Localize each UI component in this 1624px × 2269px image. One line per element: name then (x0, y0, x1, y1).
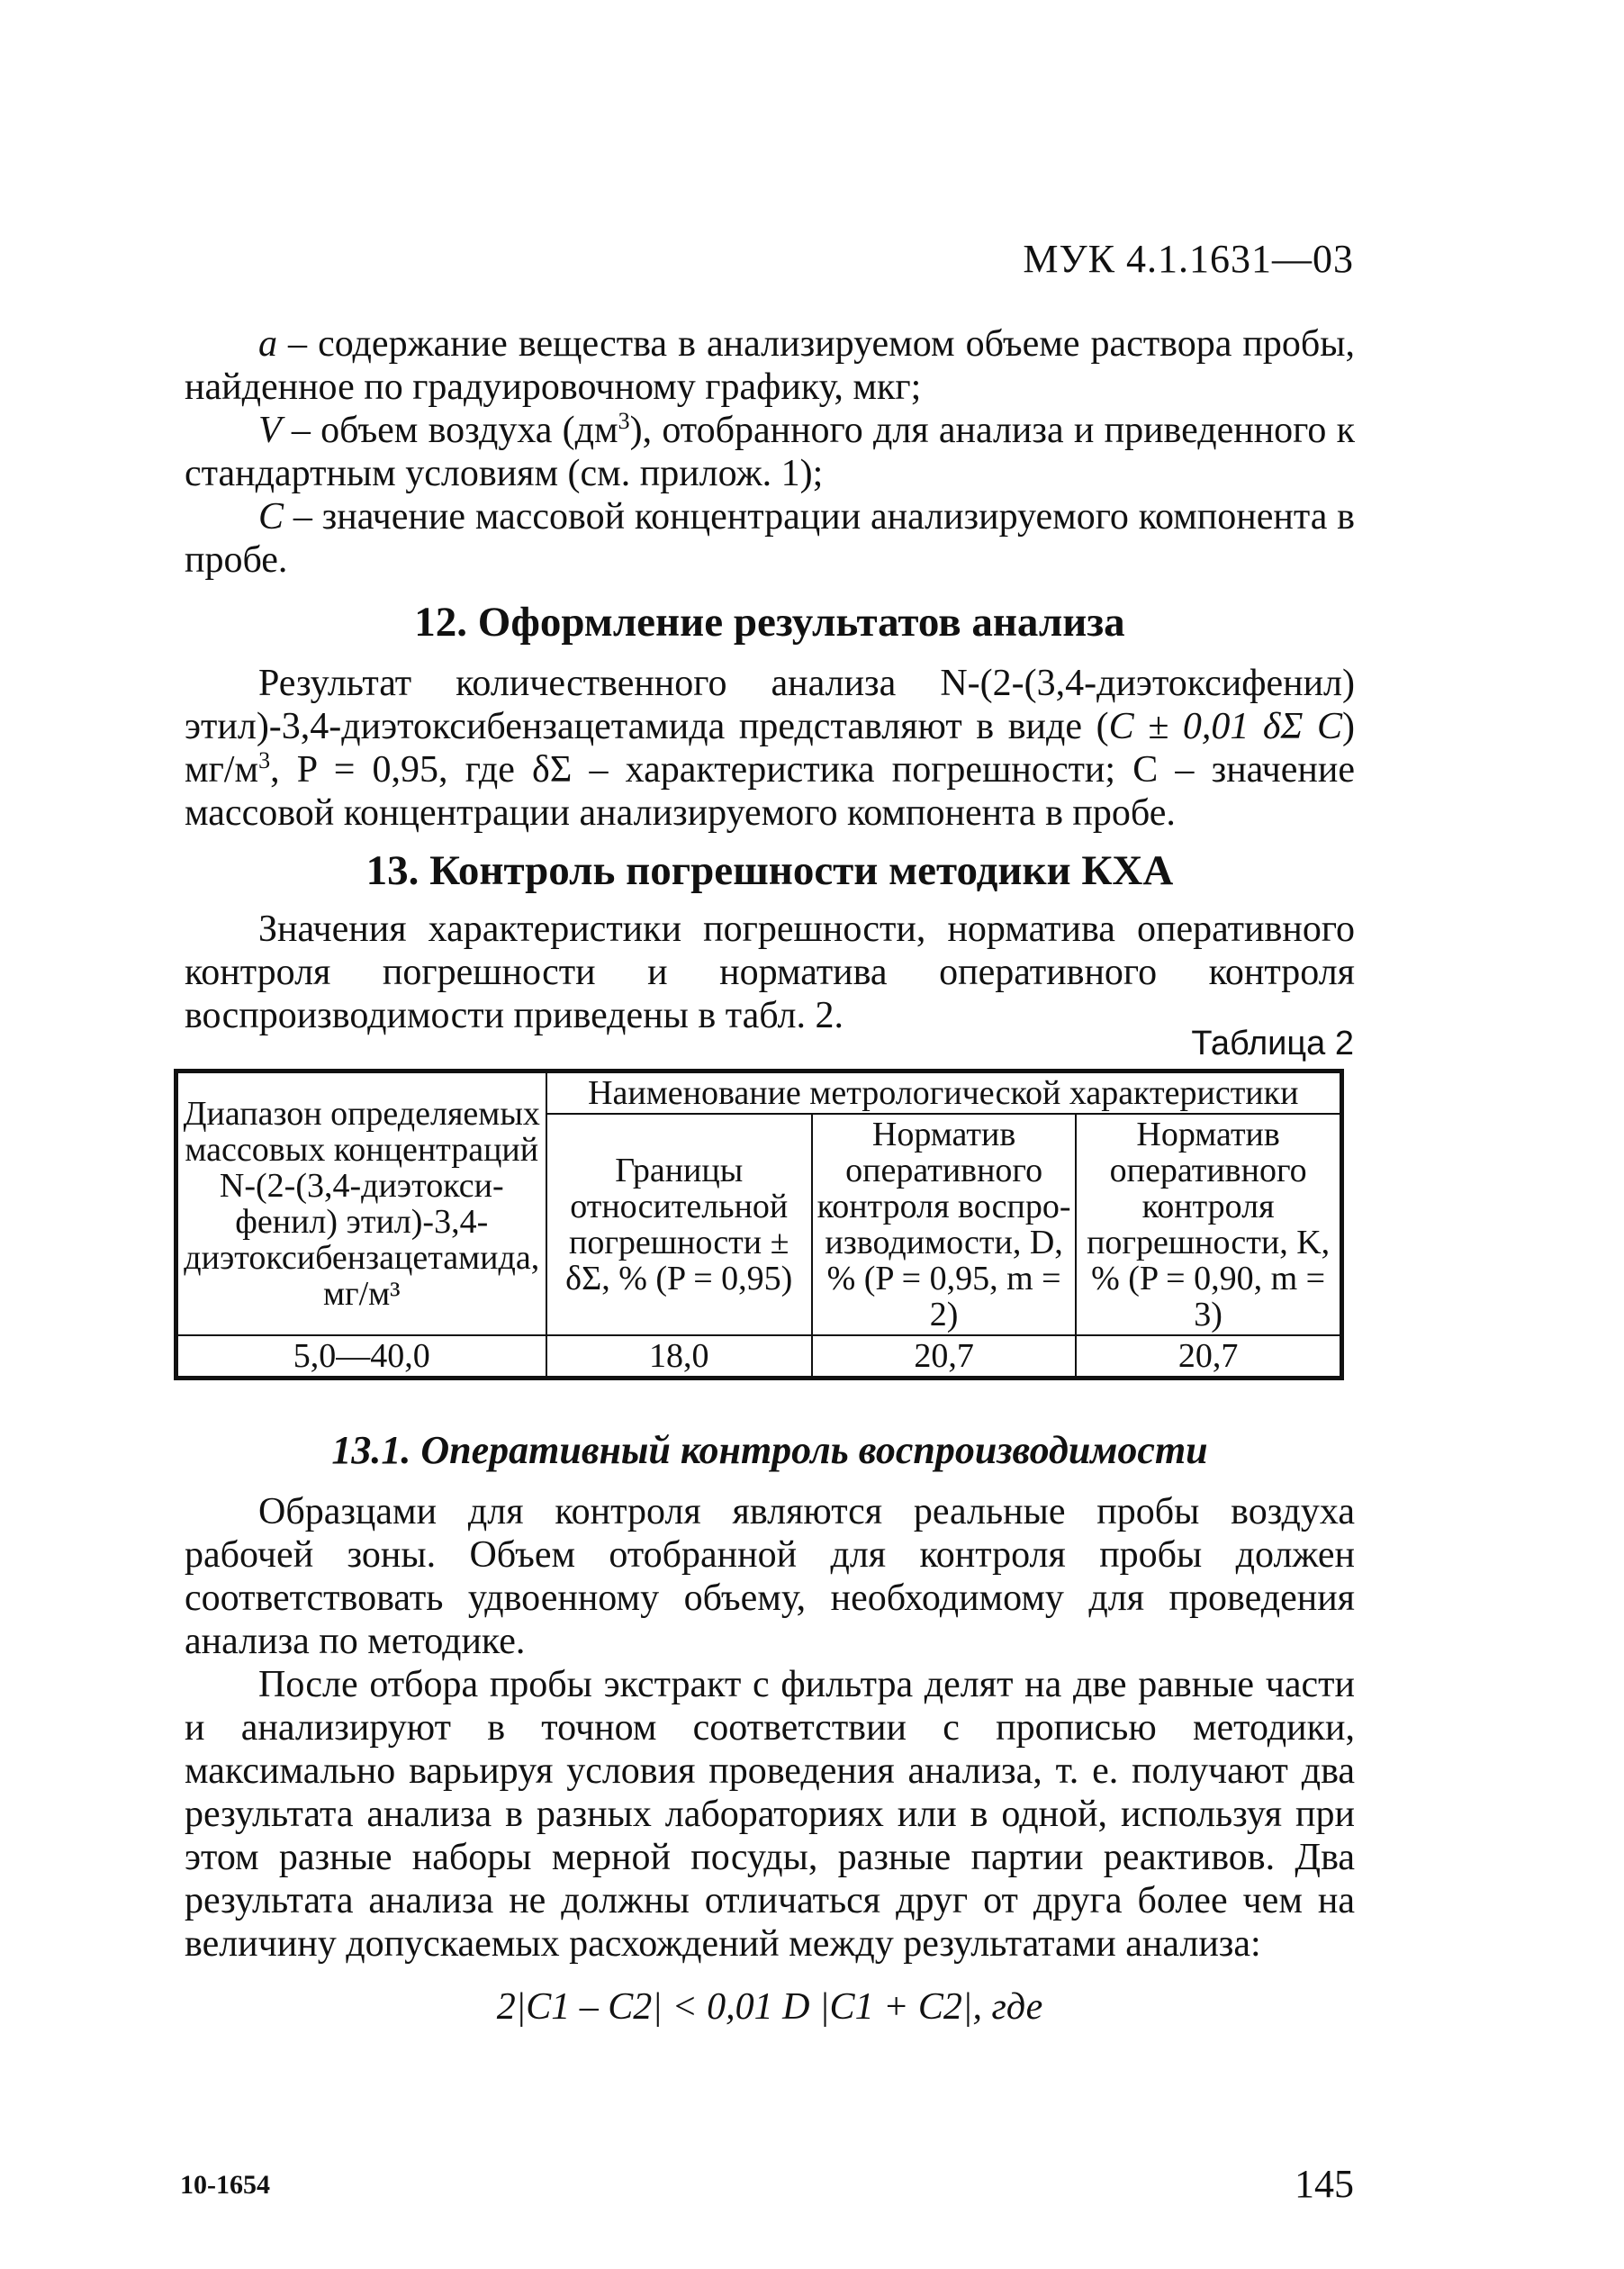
section-13-1-body (185, 1490, 1355, 1966)
section-12-body: Результат количественного анализа N-(2-(3,4-диэтоксифенил) этил)-3,4-диэтоксибензацетамида представляют в виде (C ± 0,01 δΣ C) $мг/м^3$, P = 0,95, где δΣ – характеристика погрешности; C – значение массовой концентрации анализируемого компонента в пробе. (185, 663, 1355, 834)
definition-v: V – объем воздуха $(дм^3)$, отобранного для анализа и приведенного к стандартным условиям (см. прилож. 1); (185, 408, 1355, 494)
paragraph-procedure: После отбора пробы экстракт с фильтра делят на две равные части и анализируют в точном соответствии с прописью методики, максимально варьируя условия проведения анализа, т. е. получают два результата анализа в разных лабораториях или в одной, используя при этом разные наборы мерной посуды, разные партии реактивов. Два результата анализа не должны отличаться друг от друга более чем на величину допускаемых расхождений между результатами анализа: (185, 1664, 1355, 1965)
cell-reproducibility: 20,7 (812, 1335, 1076, 1379)
footer-code: 10-1654 (180, 2170, 270, 2200)
paragraph-samples: Образцами для контроля являются реальные пробы воздуха рабочей зоны. Объем отобранной для контроля пробы должен соответствовать удвоенному объему, необходимому для проведения анализа по методике. (185, 1491, 1355, 1662)
formula-reproducibility: 2|C1 – C2| < 0,01 D |C1 + C2|, где (496, 1986, 1043, 2028)
doc-code-header: МУК 4.1.1631—03 (1023, 237, 1354, 281)
col-precision-header: Норматив оперативного контроля погрешности, K, % (P = 0,90, m = 3) (1076, 1114, 1341, 1335)
section-13-1-title: 13.1. Оперативный контроль воспроизводимости (331, 1428, 1208, 1472)
cell-precision: 20,7 (1076, 1335, 1341, 1379)
cell-error: 18,0 (546, 1335, 812, 1379)
definitions-block (185, 322, 1355, 582)
page-number: 145 (1295, 2162, 1354, 2206)
section-13-body: Значения характеристики погрешности, норматива оперативного контроля погрешности и норматива оперативного контроля воспроизводимости приведены в табл. 2. (185, 909, 1355, 1036)
table-2 (174, 1069, 1344, 1380)
definition-c: C – значение массовой концентрации анализируемого компонента в пробе. (185, 496, 1355, 581)
col-reproducibility-header: Норматив оперативного контроля воспро-изводимости, D, % (P = 0,95, m = 2) (812, 1114, 1076, 1335)
table-header-row (176, 1071, 1342, 1115)
table-row (176, 1335, 1342, 1379)
table-caption: Таблица 2 (1191, 1025, 1354, 1062)
group-header: Наименование метрологической характеристики (546, 1071, 1342, 1115)
col-error-header: Границы относительной погрешности ± δΣ, % (P = 0,95) (546, 1114, 812, 1335)
cell-range: 5,0—40,0 (176, 1335, 546, 1379)
definition-a: a – содержание вещества в анализируемом объеме раствора пробы, найденное по градуировочному графику, мкг; (185, 323, 1355, 408)
section-12-title: 12. Оформление результатов анализа (414, 599, 1125, 646)
section-13-title: 13. Контроль погрешности методики КХА (365, 847, 1174, 894)
col-range-header: Диапазон определяемых массовых концентраций N-(2-(3,4-диэтокси-фенил) этил)-3,4-диэтоксибензацетамида, мг/м³ (176, 1071, 546, 1336)
